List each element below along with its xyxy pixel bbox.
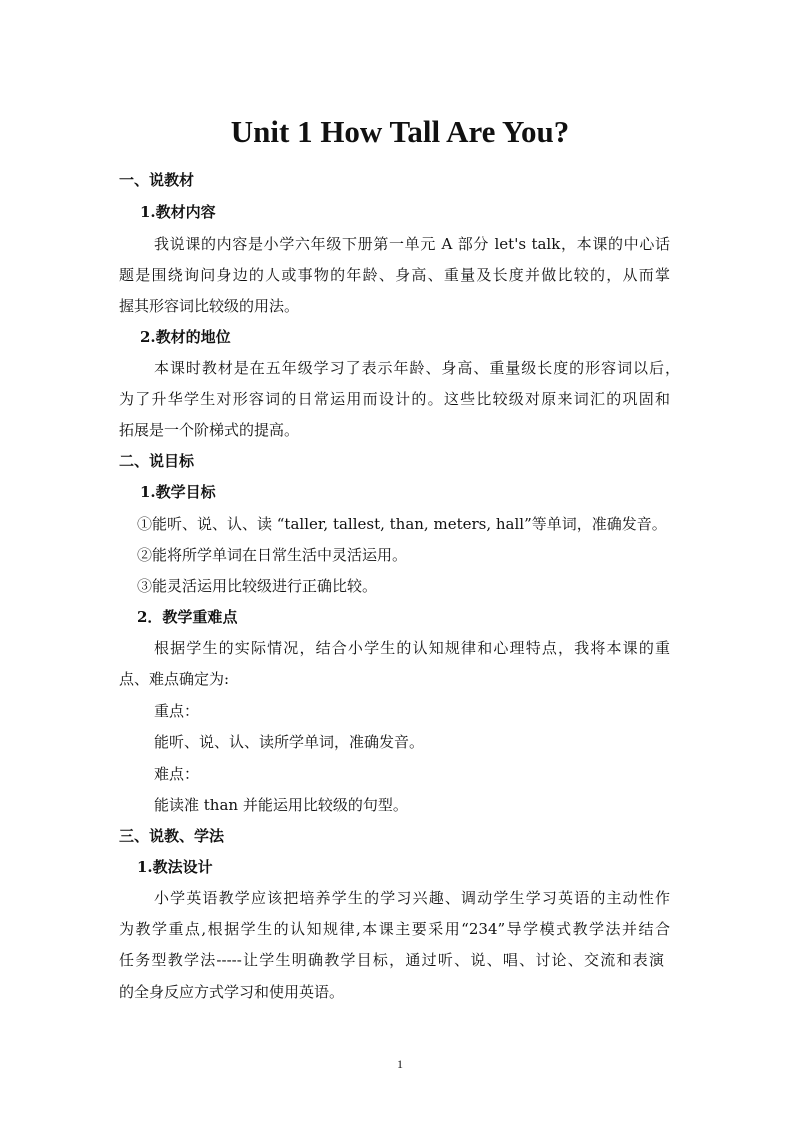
page-number: 1 [397, 1057, 403, 1071]
label-line: 重点： [154, 702, 200, 720]
subheading-3-1: 1.教法设计 [137, 858, 213, 876]
paragraph-line: 题是围绕询问身边的人或事物的年龄、身高、重量及长度并做比较的，从而掌 [119, 266, 670, 284]
paragraph-line: 的全身反应方式学习和使用英语。 [119, 983, 345, 1001]
paragraph-line: 我说课的内容是小学六年级下册第一单元 A 部分 let's talk，本课的中心话 [154, 235, 670, 253]
section-heading-2: 二、说目标 [119, 452, 195, 470]
list-item: ③能灵活运用比较级进行正确比较。 [137, 577, 378, 595]
section-heading-1: 一、说教材 [119, 171, 195, 189]
subheading-1-2: 2.教材的地位 [140, 328, 231, 346]
paragraph-line: 拓展是一个阶梯式的提高。 [119, 421, 300, 439]
paragraph-line: 为教学重点,根据学生的认知规律,本课主要采用“234”导学模式教学法并结合 [119, 920, 670, 938]
list-item: ②能将所学单词在日常生活中灵活运用。 [137, 546, 408, 564]
label-line: 难点： [154, 765, 200, 783]
paragraph-line: 能听、说、认、读所学单词，准确发音。 [154, 733, 425, 751]
paragraph-line: 为了升华学生对形容词的日常运用而设计的。这些比较级对原来词汇的巩固和 [119, 390, 670, 408]
subheading-1-1: 1.教材内容 [140, 203, 216, 221]
paragraph-line: 能读准 than 并能运用比较级的句型。 [154, 796, 408, 814]
paragraph-line: 握其形容词比较级的用法。 [119, 297, 300, 315]
paragraph-line: 根据学生的实际情况，结合小学生的认知规律和心理特点，我将本课的重 [154, 639, 670, 657]
subheading-2-2: 2．教学重难点 [137, 608, 238, 626]
paragraph-line: 本课时教材是在五年级学习了表示年龄、身高、重量级长度的形容词以后， [154, 359, 680, 377]
paragraph-line: 任务型教学法-----让学生明确教学目标，通过听、说、唱、讨论、交流和表演 [119, 951, 664, 969]
subheading-2-1: 1.教学目标 [140, 483, 216, 501]
list-item: ①能听、说、认、读 “taller, tallest, than, meters, hall”等单词，准确发音。 [137, 515, 667, 533]
document-title: Unit 1 How Tall Are You? [230, 114, 570, 149]
section-heading-3: 三、说教、学法 [119, 827, 225, 845]
paragraph-line: 小学英语教学应该把培养学生的学习兴趣、调动学生学习英语的主动性作 [154, 889, 670, 907]
paragraph-line: 点、难点确定为: [119, 670, 230, 688]
